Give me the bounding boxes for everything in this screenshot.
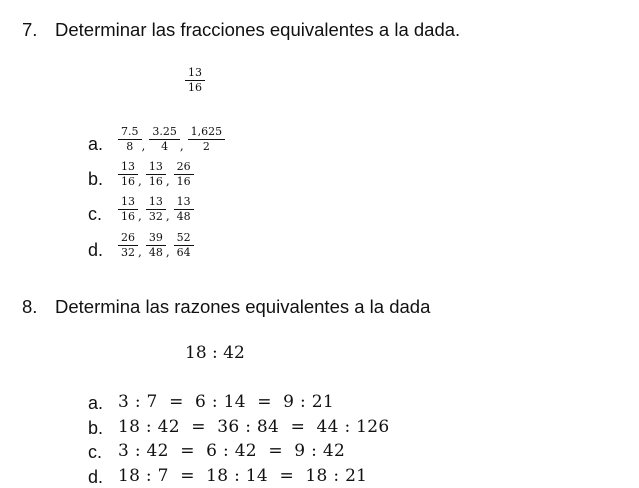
fraction: [174, 195, 194, 224]
numerator: 13: [118, 160, 138, 175]
fraction: [146, 195, 166, 224]
denominator: 16: [148, 175, 163, 188]
denominator: 16: [188, 81, 202, 94]
fraction: [149, 125, 180, 154]
comma: ,: [179, 138, 184, 153]
fraction: [118, 125, 142, 154]
given-ratio: 18 : 42: [185, 343, 245, 363]
denominator: 8: [126, 140, 134, 153]
option-label: c.: [88, 204, 103, 224]
numerator: 13: [118, 195, 138, 210]
numerator: 13: [146, 160, 166, 175]
option-label: c.: [88, 442, 103, 462]
numerator: 3.25: [149, 125, 180, 140]
ratio-option: 18 : 7 = 18 : 14 = 18 : 21: [118, 466, 368, 486]
fraction: [118, 231, 138, 260]
option-c: [118, 195, 194, 224]
denominator: 2: [202, 140, 210, 153]
fraction: [146, 231, 166, 260]
numerator: 1,625: [188, 125, 226, 140]
denominator: 16: [176, 175, 191, 188]
numerator: 26: [118, 231, 138, 246]
option-label: b.: [88, 169, 104, 189]
option-label: b.: [88, 418, 104, 438]
fraction: [174, 160, 194, 189]
comma: ,: [138, 208, 142, 223]
denominator: 32: [148, 210, 163, 223]
ratio-option: 3 : 42 = 6 : 42 = 9 : 42: [118, 441, 346, 461]
numerator: 39: [146, 231, 166, 246]
comma: ,: [165, 244, 170, 259]
comma: ,: [138, 173, 142, 188]
question-text: Determinar las fracciones equivalentes a la dada.: [55, 19, 461, 40]
option-label: a.: [88, 393, 104, 413]
denominator: 48: [176, 210, 191, 223]
fraction: [174, 231, 194, 260]
option-b: [118, 160, 194, 189]
comma: ,: [138, 244, 142, 259]
fraction: [118, 160, 138, 189]
question-text: Determina las razones equivalentes a la dada: [55, 296, 431, 317]
denominator: 16: [121, 210, 135, 223]
numerator: 13: [185, 66, 205, 81]
denominator: 4: [161, 140, 169, 153]
numerator: 52: [174, 231, 194, 246]
numerator: 13: [146, 195, 166, 210]
option-a: [118, 125, 225, 154]
comma: ,: [141, 138, 146, 153]
comma: ,: [165, 208, 170, 223]
comma: ,: [165, 173, 170, 188]
option-label: d.: [88, 240, 104, 260]
denominator: 48: [148, 246, 163, 259]
numerator: 7.5: [118, 125, 142, 140]
given-fraction: [185, 66, 205, 95]
question-number: 8.: [22, 296, 38, 317]
ratio-option: 18 : 42 = 36 : 84 = 44 : 126: [118, 417, 390, 437]
fraction: [146, 160, 166, 189]
fraction: [118, 195, 138, 224]
option-label: a.: [88, 134, 104, 154]
numerator: 26: [174, 160, 194, 175]
question-number: 7.: [22, 19, 38, 40]
fraction: [188, 125, 226, 154]
option-label: d.: [88, 467, 104, 487]
option-d: [118, 231, 194, 260]
denominator: 64: [176, 246, 191, 259]
ratio-option: 3 : 7 = 6 : 14 = 9 : 21: [118, 392, 334, 412]
numerator: 13: [174, 195, 194, 210]
denominator: 16: [121, 175, 135, 188]
denominator: 32: [121, 246, 135, 259]
